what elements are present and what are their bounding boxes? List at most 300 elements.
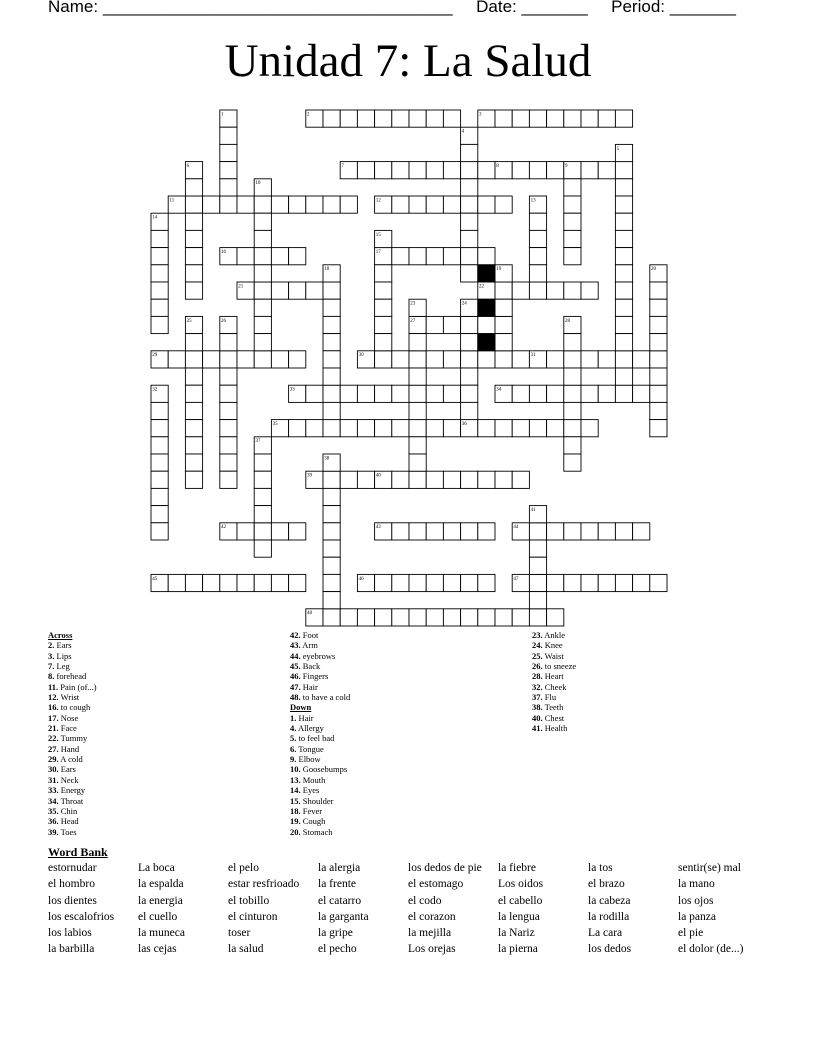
crossword-cell[interactable] <box>478 574 495 591</box>
crossword-cell[interactable] <box>323 282 340 299</box>
crossword-cell[interactable] <box>615 162 632 179</box>
crossword-cell[interactable] <box>564 368 581 385</box>
crossword-cell[interactable] <box>409 334 426 351</box>
crossword-cell[interactable] <box>461 162 478 179</box>
crossword-cell[interactable] <box>443 316 460 333</box>
crossword-cell[interactable] <box>615 351 632 368</box>
crossword-cell[interactable] <box>375 351 392 368</box>
crossword-cell[interactable] <box>443 196 460 213</box>
crossword-cell[interactable] <box>185 248 202 265</box>
crossword-cell[interactable] <box>547 385 564 402</box>
crossword-cell[interactable] <box>357 110 374 127</box>
crossword-cell[interactable] <box>323 351 340 368</box>
crossword-cell[interactable] <box>461 609 478 626</box>
crossword-cell[interactable] <box>289 574 306 591</box>
crossword-cell[interactable] <box>426 609 443 626</box>
crossword-cell[interactable] <box>461 144 478 161</box>
crossword-cell[interactable] <box>633 574 650 591</box>
crossword-cell[interactable] <box>151 299 168 316</box>
crossword-cell[interactable] <box>461 385 478 402</box>
crossword-cell[interactable] <box>185 402 202 419</box>
crossword-cell[interactable] <box>615 299 632 316</box>
crossword-cell[interactable] <box>443 248 460 265</box>
crossword-cell[interactable] <box>220 437 237 454</box>
crossword-cell[interactable] <box>185 265 202 282</box>
crossword-cell[interactable] <box>564 334 581 351</box>
crossword-cell[interactable] <box>237 351 254 368</box>
crossword-cell[interactable] <box>426 316 443 333</box>
crossword-cell[interactable] <box>151 454 168 471</box>
crossword-cell[interactable] <box>598 110 615 127</box>
crossword-cell[interactable] <box>323 488 340 505</box>
crossword-cell[interactable] <box>581 420 598 437</box>
crossword-cell[interactable] <box>271 523 288 540</box>
crossword-cell[interactable] <box>495 351 512 368</box>
crossword-cell[interactable] <box>529 592 546 609</box>
crossword-cell[interactable] <box>254 282 271 299</box>
crossword-cell[interactable] <box>547 162 564 179</box>
crossword-cell[interactable] <box>323 385 340 402</box>
crossword-cell[interactable] <box>151 316 168 333</box>
crossword-cell[interactable] <box>615 213 632 230</box>
crossword-cell[interactable] <box>151 488 168 505</box>
crossword-cell[interactable] <box>151 248 168 265</box>
crossword-cell[interactable] <box>426 248 443 265</box>
crossword-cell[interactable] <box>254 540 271 557</box>
crossword-cell[interactable] <box>323 420 340 437</box>
crossword-cell[interactable] <box>306 196 323 213</box>
crossword-cell[interactable] <box>529 420 546 437</box>
crossword-cell[interactable] <box>323 574 340 591</box>
crossword-cell[interactable] <box>151 506 168 523</box>
crossword-cell[interactable] <box>564 385 581 402</box>
crossword-cell[interactable] <box>254 471 271 488</box>
crossword-cell[interactable] <box>409 351 426 368</box>
crossword-cell[interactable] <box>237 196 254 213</box>
name-blank[interactable]: _____________________________________ <box>102 0 453 16</box>
crossword-cell[interactable] <box>409 609 426 626</box>
crossword-cell[interactable] <box>615 230 632 247</box>
crossword-cell[interactable] <box>289 282 306 299</box>
crossword-cell[interactable] <box>426 420 443 437</box>
crossword-cell[interactable] <box>375 574 392 591</box>
crossword-cell[interactable] <box>581 523 598 540</box>
crossword-cell[interactable] <box>461 334 478 351</box>
crossword-cell[interactable] <box>203 196 220 213</box>
crossword-cell[interactable] <box>529 213 546 230</box>
crossword-cell[interactable] <box>271 248 288 265</box>
crossword-cell[interactable] <box>581 385 598 402</box>
crossword-cell[interactable] <box>615 110 632 127</box>
crossword-cell[interactable] <box>151 523 168 540</box>
crossword-cell[interactable] <box>323 506 340 523</box>
crossword-cell[interactable] <box>598 351 615 368</box>
crossword-cell[interactable] <box>650 574 667 591</box>
crossword-cell[interactable] <box>564 402 581 419</box>
crossword-cell[interactable] <box>375 110 392 127</box>
crossword-cell[interactable] <box>615 179 632 196</box>
crossword-cell[interactable] <box>185 351 202 368</box>
crossword-cell[interactable] <box>185 179 202 196</box>
crossword-cell[interactable] <box>461 316 478 333</box>
crossword-cell[interactable] <box>615 316 632 333</box>
crossword-cell[interactable] <box>426 196 443 213</box>
crossword-cell[interactable] <box>375 385 392 402</box>
crossword-cell[interactable] <box>547 523 564 540</box>
crossword-cell[interactable] <box>220 179 237 196</box>
crossword-cell[interactable] <box>564 213 581 230</box>
crossword-cell[interactable] <box>323 609 340 626</box>
crossword-cell[interactable] <box>375 265 392 282</box>
crossword-cell[interactable] <box>426 110 443 127</box>
crossword-cell[interactable] <box>392 110 409 127</box>
crossword-cell[interactable] <box>615 265 632 282</box>
crossword-cell[interactable] <box>220 420 237 437</box>
crossword-cell[interactable] <box>512 162 529 179</box>
crossword-cell[interactable] <box>409 385 426 402</box>
crossword-cell[interactable] <box>461 179 478 196</box>
crossword-cell[interactable] <box>598 385 615 402</box>
crossword-cell[interactable] <box>564 437 581 454</box>
crossword-cell[interactable] <box>271 196 288 213</box>
crossword-cell[interactable] <box>254 213 271 230</box>
crossword-cell[interactable] <box>392 351 409 368</box>
crossword-cell[interactable] <box>323 540 340 557</box>
crossword-cell[interactable] <box>495 282 512 299</box>
crossword-cell[interactable] <box>409 162 426 179</box>
crossword-cell[interactable] <box>615 248 632 265</box>
crossword-cell[interactable] <box>185 385 202 402</box>
crossword-cell[interactable] <box>443 523 460 540</box>
crossword-cell[interactable] <box>581 162 598 179</box>
crossword-cell[interactable] <box>185 282 202 299</box>
crossword-cell[interactable] <box>185 368 202 385</box>
crossword-cell[interactable] <box>203 574 220 591</box>
crossword-cell[interactable] <box>581 574 598 591</box>
crossword-cell[interactable] <box>220 334 237 351</box>
crossword-cell[interactable] <box>220 471 237 488</box>
crossword-cell[interactable] <box>375 609 392 626</box>
crossword-cell[interactable] <box>323 402 340 419</box>
crossword-cell[interactable] <box>443 162 460 179</box>
crossword-cell[interactable] <box>529 265 546 282</box>
crossword-cell[interactable] <box>237 574 254 591</box>
crossword-cell[interactable] <box>529 282 546 299</box>
crossword-cell[interactable] <box>340 471 357 488</box>
crossword-cell[interactable] <box>478 420 495 437</box>
crossword-cell[interactable] <box>271 351 288 368</box>
crossword-cell[interactable] <box>615 385 632 402</box>
crossword-cell[interactable] <box>409 437 426 454</box>
crossword-cell[interactable] <box>564 196 581 213</box>
crossword-cell[interactable] <box>547 351 564 368</box>
crossword-cell[interactable] <box>340 196 357 213</box>
crossword-cell[interactable] <box>254 299 271 316</box>
crossword-cell[interactable] <box>271 574 288 591</box>
crossword-cell[interactable] <box>220 127 237 144</box>
crossword-cell[interactable] <box>392 248 409 265</box>
crossword-cell[interactable] <box>392 162 409 179</box>
crossword-cell[interactable] <box>512 282 529 299</box>
crossword-cell[interactable] <box>392 471 409 488</box>
crossword-cell[interactable] <box>323 368 340 385</box>
crossword-cell[interactable] <box>529 609 546 626</box>
crossword-cell[interactable] <box>426 471 443 488</box>
crossword-cell[interactable] <box>375 282 392 299</box>
crossword-cell[interactable] <box>564 248 581 265</box>
crossword-cell[interactable] <box>375 316 392 333</box>
crossword-cell[interactable] <box>220 385 237 402</box>
crossword-cell[interactable] <box>151 265 168 282</box>
crossword-cell[interactable] <box>461 368 478 385</box>
crossword-cell[interactable] <box>375 162 392 179</box>
crossword-cell[interactable] <box>409 523 426 540</box>
crossword-cell[interactable] <box>615 282 632 299</box>
crossword-cell[interactable] <box>254 334 271 351</box>
crossword-cell[interactable] <box>323 592 340 609</box>
crossword-cell[interactable] <box>478 523 495 540</box>
crossword-cell[interactable] <box>220 196 237 213</box>
crossword-cell[interactable] <box>185 574 202 591</box>
crossword-cell[interactable] <box>426 385 443 402</box>
crossword-cell[interactable] <box>409 454 426 471</box>
crossword-cell[interactable] <box>461 471 478 488</box>
crossword-cell[interactable] <box>564 282 581 299</box>
crossword-cell[interactable] <box>323 196 340 213</box>
crossword-cell[interactable] <box>392 523 409 540</box>
crossword-cell[interactable] <box>409 574 426 591</box>
crossword-cell[interactable] <box>461 230 478 247</box>
crossword-cell[interactable] <box>392 196 409 213</box>
crossword-cell[interactable] <box>340 420 357 437</box>
crossword-cell[interactable] <box>357 420 374 437</box>
crossword-cell[interactable] <box>581 110 598 127</box>
crossword-cell[interactable] <box>529 230 546 247</box>
crossword-cell[interactable] <box>237 523 254 540</box>
crossword-cell[interactable] <box>529 540 546 557</box>
crossword-cell[interactable] <box>409 368 426 385</box>
crossword-cell[interactable] <box>168 574 185 591</box>
crossword-cell[interactable] <box>220 402 237 419</box>
crossword-cell[interactable] <box>633 523 650 540</box>
crossword-cell[interactable] <box>495 316 512 333</box>
crossword-cell[interactable] <box>289 248 306 265</box>
crossword-cell[interactable] <box>151 230 168 247</box>
crossword-cell[interactable] <box>254 351 271 368</box>
crossword-cell[interactable] <box>615 334 632 351</box>
crossword-cell[interactable] <box>340 110 357 127</box>
crossword-cell[interactable] <box>426 574 443 591</box>
crossword-cell[interactable] <box>151 402 168 419</box>
crossword-cell[interactable] <box>633 385 650 402</box>
crossword-cell[interactable] <box>564 110 581 127</box>
crossword-cell[interactable] <box>581 351 598 368</box>
crossword-cell[interactable] <box>357 162 374 179</box>
crossword-cell[interactable] <box>151 437 168 454</box>
crossword-cell[interactable] <box>289 523 306 540</box>
crossword-cell[interactable] <box>185 230 202 247</box>
crossword-cell[interactable] <box>598 162 615 179</box>
crossword-cell[interactable] <box>650 351 667 368</box>
crossword-cell[interactable] <box>323 471 340 488</box>
crossword-cell[interactable] <box>409 471 426 488</box>
crossword-cell[interactable] <box>547 420 564 437</box>
crossword-cell[interactable] <box>185 334 202 351</box>
crossword-cell[interactable] <box>443 420 460 437</box>
crossword-cell[interactable] <box>237 248 254 265</box>
crossword-cell[interactable] <box>633 351 650 368</box>
crossword-cell[interactable] <box>461 351 478 368</box>
crossword-cell[interactable] <box>443 351 460 368</box>
period-blank[interactable]: _______ <box>669 0 736 16</box>
crossword-cell[interactable] <box>650 334 667 351</box>
crossword-cell[interactable] <box>478 248 495 265</box>
crossword-cell[interactable] <box>151 471 168 488</box>
crossword-cell[interactable] <box>478 196 495 213</box>
crossword-cell[interactable] <box>220 144 237 161</box>
crossword-cell[interactable] <box>495 471 512 488</box>
crossword-cell[interactable] <box>598 523 615 540</box>
crossword-cell[interactable] <box>254 488 271 505</box>
crossword-cell[interactable] <box>564 574 581 591</box>
crossword-cell[interactable] <box>512 609 529 626</box>
crossword-cell[interactable] <box>443 385 460 402</box>
crossword-cell[interactable] <box>512 420 529 437</box>
crossword-cell[interactable] <box>306 420 323 437</box>
crossword-cell[interactable] <box>254 316 271 333</box>
crossword-cell[interactable] <box>495 299 512 316</box>
crossword-cell[interactable] <box>289 351 306 368</box>
crossword-cell[interactable] <box>547 282 564 299</box>
crossword-cell[interactable] <box>461 265 478 282</box>
crossword-cell[interactable] <box>547 609 564 626</box>
crossword-cell[interactable] <box>306 385 323 402</box>
crossword-cell[interactable] <box>254 196 271 213</box>
crossword-cell[interactable] <box>254 574 271 591</box>
crossword-cell[interactable] <box>220 368 237 385</box>
crossword-cell[interactable] <box>598 574 615 591</box>
crossword-cell[interactable] <box>512 351 529 368</box>
crossword-cell[interactable] <box>495 196 512 213</box>
crossword-cell[interactable] <box>564 420 581 437</box>
crossword-cell[interactable] <box>220 454 237 471</box>
crossword-cell[interactable] <box>650 368 667 385</box>
crossword-cell[interactable] <box>392 609 409 626</box>
crossword-cell[interactable] <box>478 351 495 368</box>
crossword-cell[interactable] <box>650 402 667 419</box>
crossword-cell[interactable] <box>615 368 632 385</box>
crossword-cell[interactable] <box>529 574 546 591</box>
crossword-cell[interactable] <box>340 609 357 626</box>
crossword-cell[interactable] <box>443 574 460 591</box>
crossword-cell[interactable] <box>615 196 632 213</box>
crossword-cell[interactable] <box>392 420 409 437</box>
crossword-cell[interactable] <box>478 471 495 488</box>
crossword-cell[interactable] <box>461 196 478 213</box>
crossword-cell[interactable] <box>151 420 168 437</box>
crossword-cell[interactable] <box>323 316 340 333</box>
crossword-cell[interactable] <box>323 557 340 574</box>
crossword-cell[interactable] <box>615 523 632 540</box>
crossword-cell[interactable] <box>650 316 667 333</box>
crossword-cell[interactable] <box>495 609 512 626</box>
crossword-cell[interactable] <box>375 299 392 316</box>
crossword-cell[interactable] <box>203 351 220 368</box>
crossword-cell[interactable] <box>323 523 340 540</box>
crossword-cell[interactable] <box>443 471 460 488</box>
crossword-cell[interactable] <box>461 523 478 540</box>
crossword-cell[interactable] <box>409 196 426 213</box>
crossword-cell[interactable] <box>323 110 340 127</box>
crossword-cell[interactable] <box>512 110 529 127</box>
crossword-cell[interactable] <box>650 420 667 437</box>
crossword-cell[interactable] <box>650 299 667 316</box>
crossword-cell[interactable] <box>495 420 512 437</box>
crossword-cell[interactable] <box>564 230 581 247</box>
crossword-cell[interactable] <box>478 316 495 333</box>
crossword-cell[interactable] <box>254 506 271 523</box>
crossword-cell[interactable] <box>254 454 271 471</box>
crossword-cell[interactable] <box>254 248 271 265</box>
crossword-cell[interactable] <box>220 162 237 179</box>
crossword-cell[interactable] <box>409 402 426 419</box>
crossword-cell[interactable] <box>547 110 564 127</box>
crossword-cell[interactable] <box>478 609 495 626</box>
crossword-cell[interactable] <box>426 523 443 540</box>
crossword-cell[interactable] <box>529 385 546 402</box>
crossword-cell[interactable] <box>461 574 478 591</box>
crossword-cell[interactable] <box>409 110 426 127</box>
crossword-cell[interactable] <box>306 282 323 299</box>
crossword-cell[interactable] <box>461 248 478 265</box>
crossword-cell[interactable] <box>185 213 202 230</box>
crossword-cell[interactable] <box>220 574 237 591</box>
crossword-cell[interactable] <box>151 282 168 299</box>
crossword-cell[interactable] <box>323 334 340 351</box>
crossword-cell[interactable] <box>392 574 409 591</box>
crossword-cell[interactable] <box>564 523 581 540</box>
crossword-cell[interactable] <box>615 574 632 591</box>
crossword-cell[interactable] <box>409 420 426 437</box>
crossword-cell[interactable] <box>495 110 512 127</box>
crossword-cell[interactable] <box>529 162 546 179</box>
crossword-cell[interactable] <box>357 609 374 626</box>
crossword-cell[interactable] <box>443 110 460 127</box>
crossword-cell[interactable] <box>271 282 288 299</box>
crossword-cell[interactable] <box>443 609 460 626</box>
crossword-cell[interactable] <box>357 471 374 488</box>
crossword-cell[interactable] <box>185 196 202 213</box>
crossword-cell[interactable] <box>375 334 392 351</box>
crossword-cell[interactable] <box>185 437 202 454</box>
crossword-cell[interactable] <box>254 523 271 540</box>
crossword-cell[interactable] <box>340 385 357 402</box>
crossword-cell[interactable] <box>564 454 581 471</box>
crossword-cell[interactable] <box>650 282 667 299</box>
crossword-cell[interactable] <box>529 110 546 127</box>
crossword-cell[interactable] <box>478 162 495 179</box>
crossword-cell[interactable] <box>426 162 443 179</box>
crossword-cell[interactable] <box>323 299 340 316</box>
crossword-cell[interactable] <box>581 282 598 299</box>
crossword-cell[interactable] <box>392 385 409 402</box>
crossword-cell[interactable] <box>529 248 546 265</box>
crossword-cell[interactable] <box>375 420 392 437</box>
crossword-cell[interactable] <box>357 385 374 402</box>
crossword-cell[interactable] <box>564 351 581 368</box>
crossword-cell[interactable] <box>185 420 202 437</box>
crossword-cell[interactable] <box>650 385 667 402</box>
